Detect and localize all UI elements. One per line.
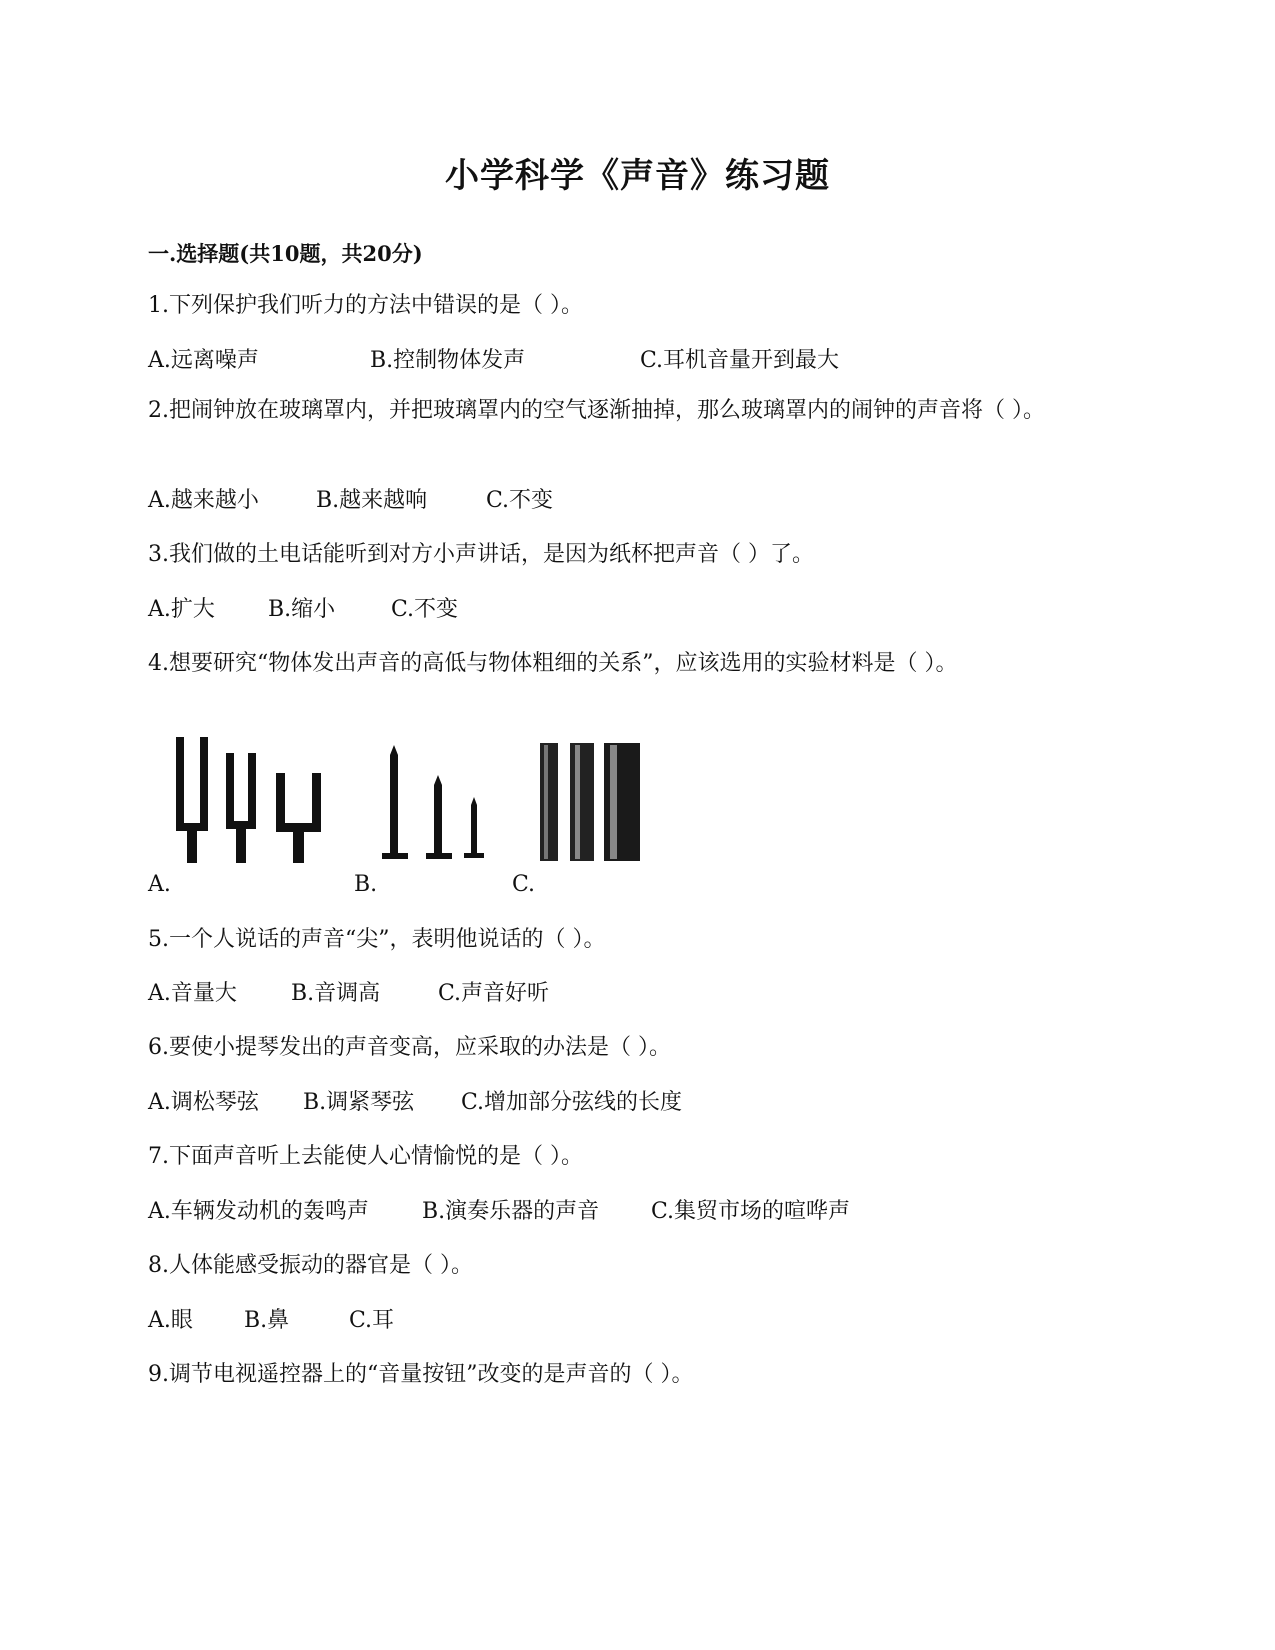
question-2: 2.把闹钟放在玻璃罩内，并把玻璃罩内的空气逐渐抽掉，那么玻璃罩内的闹钟的声音将（ ）。 (148, 398, 1045, 423)
option-a: A.音量大 (148, 981, 237, 1006)
metal-rods-illustration (536, 741, 646, 863)
option-a: A.越来越小 (148, 488, 259, 513)
option-b: B.音调高 (291, 981, 381, 1006)
tuning-forks-illustration (172, 735, 332, 865)
question-3: 3.我们做的土电话能听到对方小声讲话，是因为纸杯把声音（ ）了。 (148, 542, 814, 567)
option-c: C.不变 (391, 597, 459, 622)
option-b: B.控制物体发声 (370, 348, 526, 373)
option-c: C.集贸市场的喧哗声 (651, 1199, 851, 1224)
question-9: 9.调节电视遥控器上的“音量按钮”改变的是声音的（ ）。 (148, 1362, 694, 1387)
option-b: B.鼻 (244, 1308, 290, 1333)
nails-illustration (380, 745, 490, 865)
question-4: 4.想要研究“物体发出声音的高低与物体粗细的关系”，应该选用的实验材料是（ ）。 (148, 651, 958, 676)
question-1: 1.下列保护我们听力的方法中错误的是（ ）。 (148, 293, 583, 318)
option-a-label: A. (148, 872, 171, 897)
option-b: B.缩小 (268, 597, 336, 622)
option-a: A.车辆发动机的轰鸣声 (148, 1199, 369, 1224)
page-title: 小学科学《声音》练习题 (445, 156, 830, 196)
question-4-options (148, 735, 708, 905)
section-heading: 一.选择题(共10题，共20分) (148, 241, 423, 266)
question-8: 8.人体能感受振动的器官是（ ）。 (148, 1253, 473, 1278)
option-c: C.耳 (349, 1308, 395, 1333)
question-6: 6.要使小提琴发出的声音变高，应采取的办法是（ ）。 (148, 1035, 671, 1060)
option-c: C.增加部分弦线的长度 (461, 1090, 683, 1115)
option-a: A.眼 (148, 1308, 193, 1333)
option-b-label: B. (354, 872, 378, 897)
option-b: B.越来越响 (316, 488, 428, 513)
option-b: B.演奏乐器的声音 (422, 1199, 600, 1224)
option-a: A.扩大 (148, 597, 215, 622)
option-b: B.调紧琴弦 (303, 1090, 415, 1115)
option-c: C.不变 (486, 488, 554, 513)
option-c: C.耳机音量开到最大 (640, 348, 840, 373)
option-c-label: C. (512, 872, 536, 897)
question-5: 5.一个人说话的声音“尖”，表明他说话的（ ）。 (148, 927, 606, 952)
option-c: C.声音好听 (438, 981, 550, 1006)
question-7: 7.下面声音听上去能使人心情愉悦的是（ ）。 (148, 1144, 583, 1169)
option-a: A.调松琴弦 (148, 1090, 259, 1115)
option-a: A.远离噪声 (148, 348, 259, 373)
